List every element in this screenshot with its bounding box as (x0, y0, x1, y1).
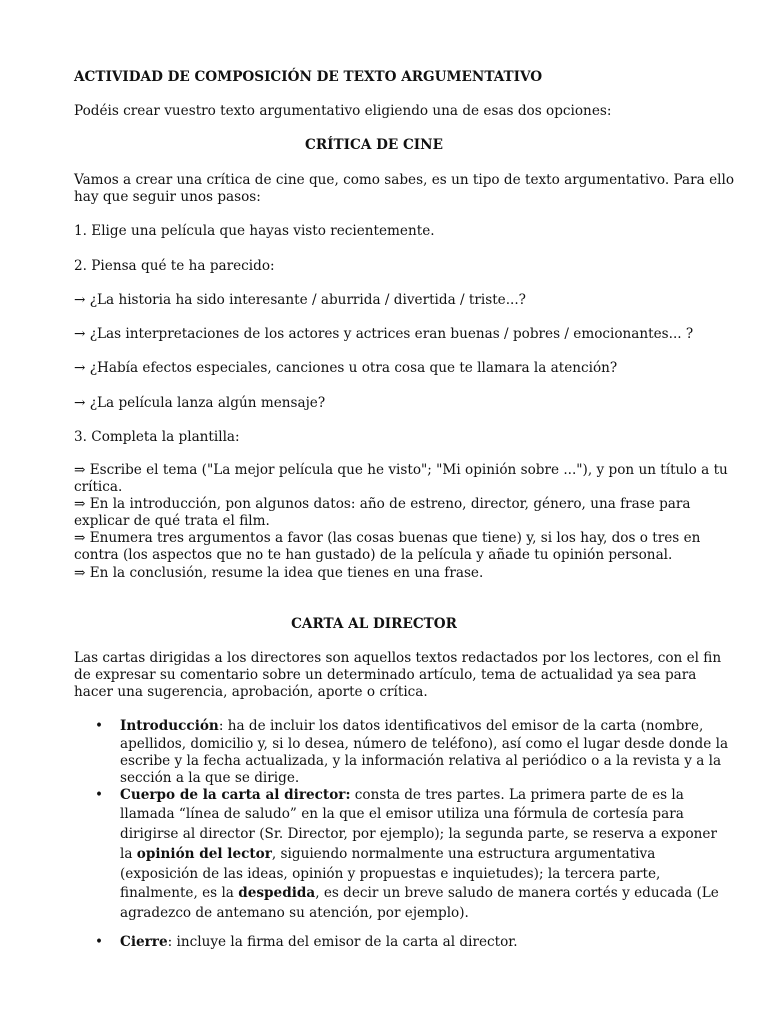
carta-paragraph-line: de expresar su comentario sobre un determinado artículo, tema de actualidad ya sea para (74, 667, 697, 683)
bullet-marker: • (95, 718, 104, 734)
bullet-introduccion (120, 718, 703, 735)
critica-title: CRÍTICA DE CINE (305, 137, 443, 153)
step-1: 1. Elige una película que hayas visto recientemente. (74, 223, 435, 239)
bullet-text-line: dirigirse al director (Sr. Director, por ejemplo); la segunda parte, se reserva a exponer (120, 826, 717, 842)
bullet-text-line: llamada “línea de saludo” en la que el emisor utiliza una fórmula de cortesía para (120, 806, 684, 822)
template-item-2: ⇒ En la introducción, pon algunos datos: año de estreno, director, género, una frase para (74, 496, 691, 512)
bullet-term: Cuerpo de la carta al director: (120, 787, 351, 803)
bullet-text-line: escribe y la fecha actualizada, y la información relativa al periódico o a la revista y a la (120, 753, 722, 769)
bullet-term: despedida (238, 885, 316, 901)
question-1: → ¿La historia ha sido interesante / aburrida / divertida / triste...? (74, 292, 526, 308)
carta-paragraph-line: Las cartas dirigidas a los directores son aquellos textos redactados por los lectores, con el fin (74, 650, 722, 666)
template-item-2-cont: explicar de qué trata el film. (74, 513, 270, 529)
bullet-marker: • (95, 934, 104, 950)
question-2: → ¿Las interpretaciones de los actores y actrices eran buenas / pobres / emocionantes... ? (74, 326, 694, 342)
step-3: 3. Completa la plantilla: (74, 429, 240, 445)
bullet-term: opinión del lector (136, 846, 272, 862)
critica-paragraph-line: Vamos a crear una crítica de cine que, como sabes, es un tipo de texto argumentativo. Para ello (74, 172, 735, 188)
bullet-cierre (120, 934, 518, 951)
bullet-cuerpo (120, 787, 684, 804)
bullet-marker: • (95, 787, 104, 803)
bullet-text: : incluye la firma del emisor de la carta al director. (167, 934, 518, 950)
bullet-text-line (120, 885, 719, 902)
bullet-text: , es decir un breve saludo de manera cortés y educada (Le (315, 885, 719, 901)
critica-paragraph-line: hay que seguir unos pasos: (74, 189, 261, 205)
document-heading: ACTIVIDAD DE COMPOSICIÓN DE TEXTO ARGUMENTATIVO (74, 69, 543, 85)
bullet-text-line (120, 846, 655, 863)
step-2: 2. Piensa qué te ha parecido: (74, 258, 275, 274)
bullet-text: : ha de incluir los datos identificativos del emisor de la carta (nombre, (218, 718, 704, 734)
template-item-3: ⇒ Enumera tres argumentos a favor (las cosas buenas que tiene) y, si los hay, dos o tres en (74, 530, 701, 546)
bullet-text-line: apellidos, domicilio y, si lo desea, número de teléfono), así como el lugar desde donde la (120, 736, 729, 752)
bullet-text: , siguiendo normalmente una estructura argumentativa (271, 846, 656, 862)
question-3: → ¿Había efectos especiales, canciones u otra cosa que te llamara la atención? (74, 360, 618, 376)
bullet-term: Cierre (120, 934, 168, 950)
carta-paragraph-line: hacer una sugerencia, aprobación, aporte o crítica. (74, 684, 428, 700)
intro-text: Podéis crear vuestro texto argumentativo eligiendo una de esas dos opciones: (74, 103, 612, 119)
carta-title: CARTA AL DIRECTOR (291, 616, 457, 632)
template-item-4: ⇒ En la conclusión, resume la idea que tienes en una frase. (74, 565, 484, 581)
bullet-text: la (120, 846, 137, 862)
bullet-text-line: (exposición de las ideas, opinión y propuestas e inquietudes); la tercera parte, (120, 866, 661, 882)
template-item-3-cont: contra (los aspectos que no te han gustado) de la película y añade tu opinión personal. (74, 547, 673, 563)
bullet-text-line: sección a la que se dirige. (120, 770, 300, 786)
template-item-1-cont: crítica. (74, 479, 123, 495)
bullet-text-line: agradezco de antemano su atención, por ejemplo). (120, 905, 469, 921)
bullet-term: Introducción (120, 718, 219, 734)
template-item-1: ⇒ Escribe el tema ("La mejor película que he visto"; "Mi opinión sobre ..."), y pon un título a tu (74, 462, 728, 478)
bullet-text: finalmente, es la (120, 885, 239, 901)
bullet-text: consta de tres partes. La primera parte de es la (350, 787, 684, 803)
question-4: → ¿La película lanza algún mensaje? (74, 395, 326, 411)
